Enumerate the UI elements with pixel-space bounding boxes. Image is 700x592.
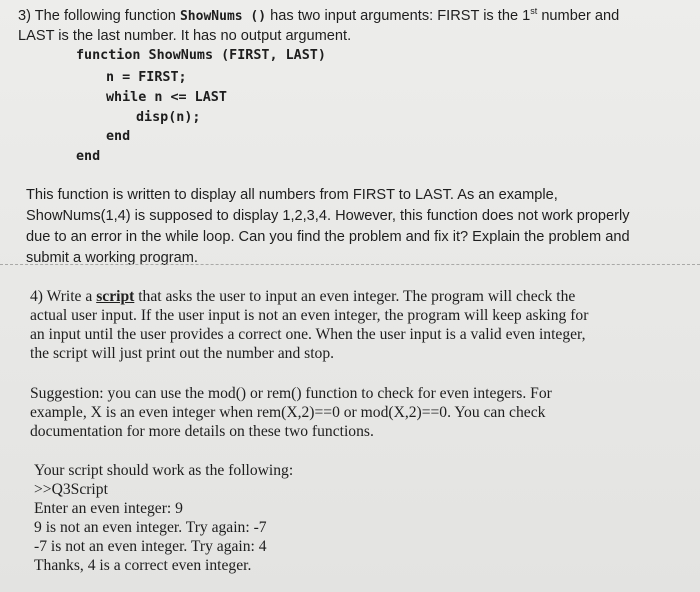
q3-intro-suffix: number and	[537, 8, 620, 24]
example-prompt: >>Q3Script	[34, 481, 108, 498]
q4-script-word: script	[96, 288, 135, 305]
q4-line1	[30, 287, 575, 306]
code-line-end-inner: end	[106, 129, 131, 144]
q3-desc-line2: ShowNums(1,4) is supposed to display 1,2,3,4. However, this function does not work properly	[26, 208, 630, 224]
code-line-end-outer: end	[76, 149, 101, 164]
q4-suggestion-line2: example, X is an even integer when rem(X,2)==0 or mod(X,2)==0. You can check	[30, 404, 546, 421]
code-line-while: while n <= LAST	[106, 90, 227, 105]
example-line-1: Enter an even integer: 9	[34, 500, 183, 517]
example-heading: Your script should work as the following:	[34, 462, 294, 479]
code-line-assign: n = FIRST;	[106, 70, 187, 85]
q3-intro-mid: has two input arguments: FIRST is the 1	[266, 8, 531, 24]
q4-line2: actual user input. If the user input is not an even integer, the program will keep asking for	[30, 307, 589, 324]
q4-line1-suffix: that asks the user to input an even integer. The program will check the	[134, 288, 576, 305]
q3-desc-line1: This function is written to display all numbers from FIRST to LAST. As an example,	[26, 187, 558, 203]
code-line-function-header: function ShowNums (FIRST, LAST)	[76, 48, 326, 63]
q3-desc-line4: submit a working program.	[26, 250, 198, 266]
q3-intro-line2: LAST is the last number. It has no output argument.	[18, 28, 352, 44]
q4-prefix: 4) Write a	[30, 288, 97, 305]
q3-function-name: ShowNums ()	[179, 9, 267, 24]
q3-desc-line3: due to an error in the while loop. Can you find the problem and fix it? Explain the problem and	[26, 229, 630, 245]
q4-suggestion-line3: documentation for more details on these two functions.	[30, 423, 374, 440]
q4-suggestion-line1: Suggestion: you can use the mod() or rem() function to check for even integers. For	[30, 385, 552, 402]
example-line-4: Thanks, 4 is a correct even integer.	[34, 557, 252, 574]
q4-line3: an input until the user provides a correct one. When the user input is a valid even integer,	[30, 326, 586, 343]
code-line-disp: disp(n);	[136, 110, 201, 125]
q4-line4: the script will just print out the number and stop.	[30, 345, 335, 362]
section-divider	[0, 264, 700, 267]
example-line-2: 9 is not an even integer. Try again: -7	[34, 519, 267, 536]
q3-superscript: st	[530, 6, 538, 16]
q3-intro-prefix: 3) The following function	[18, 8, 180, 24]
q3-intro-line1	[18, 6, 619, 27]
example-line-3: -7 is not an even integer. Try again: 4	[34, 538, 267, 555]
